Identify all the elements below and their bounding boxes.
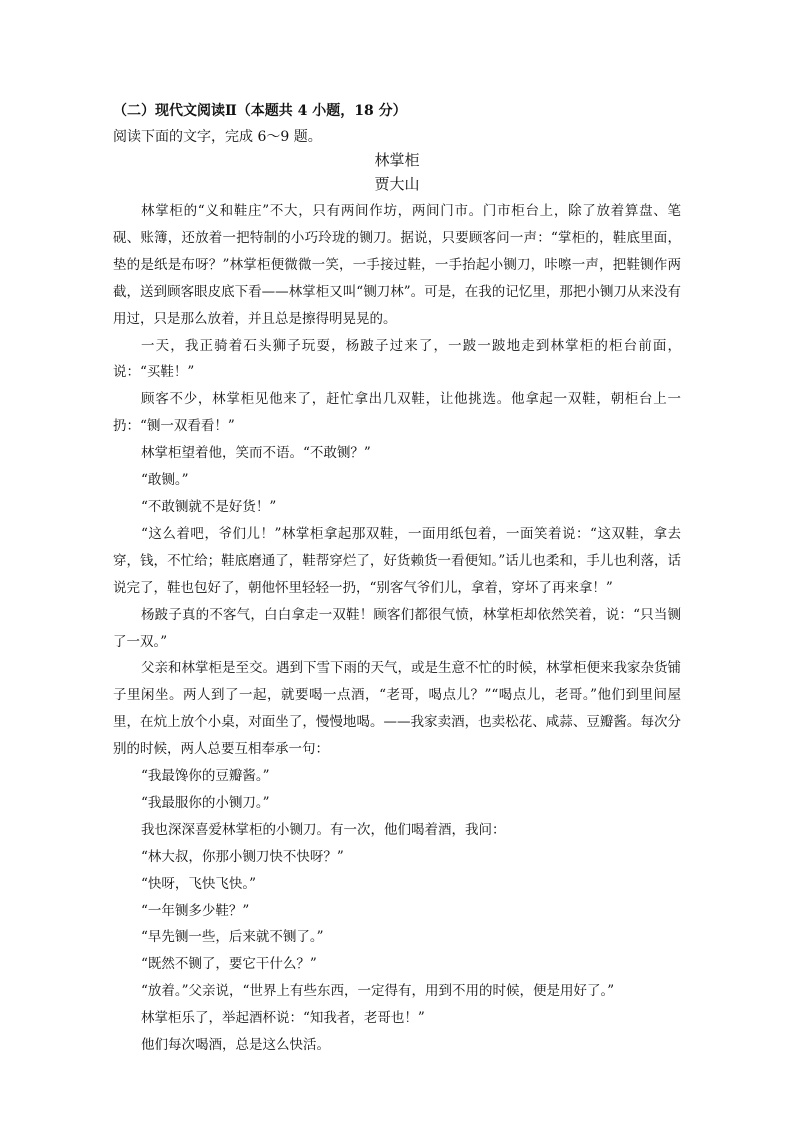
paragraph: 父亲和林掌柜是至交。遇到下雪下雨的天气，或是生意不忙的时候，林掌柜便来我家杂货铺子里闲坐。两人到了一起，就要喝一点酒，“老哥，喝点儿？”“喝点儿，老哥。”他们到里间屋里，在炕上放个小桌，对面坐了，慢慢地喝。——我家卖酒，也卖松花、咸蒜、豆瓣酱。每次分别的时候，两人总要互相奉承一句： — [113, 660, 681, 758]
paragraph: 一天，我正骑着石头狮子玩耍，杨跛子过来了，一跛一跛地走到林掌柜的柜台前面，说：“买鞋！” — [113, 337, 681, 381]
paragraph: “早先铡一些，后来就不铡了。” — [141, 929, 324, 946]
paragraph: “林大叔，你那小铡刀快不快呀？” — [141, 848, 344, 865]
paragraph: “敢铡。” — [141, 472, 189, 489]
paragraph: “我最服你的小铡刀。” — [141, 794, 270, 811]
paragraph: 我也深深喜爱林掌柜的小铡刀。有一次，他们喝着酒，我问： — [141, 821, 506, 838]
paragraph: 顾客不少，林掌柜见他来了，赶忙拿出几双鞋，让他挑选。他拿起一双鞋，朝柜台上一扔：“铡一双看看！” — [113, 391, 681, 435]
paragraph: “一年铡多少鞋？” — [141, 902, 250, 919]
paragraph: “这么着吧，爷们儿！”林掌柜拿起那双鞋，一面用纸包着，一面笑着说：“这双鞋，拿去穿，钱，不忙给；鞋底磨通了，鞋帮穿烂了，好货赖货一看便知。”话儿也柔和，手儿也利落，话说完了，鞋也包好了，朝他怀里轻轻一扔，“别客气爷们儿，拿着，穿坏了再来拿！” — [113, 525, 681, 596]
paragraph: “既然不铡了，要它干什么？” — [141, 956, 317, 973]
paragraph: 林掌柜的“义和鞋庄”不大，只有两间作坊，两间门市。门市柜台上，除了放着算盘、笔砚、账簿，还放着一把特制的小巧玲珑的铡刀。据说，只要顾客问一声：“掌柜的，鞋底里面，垫的是纸是布呀？”林掌柜便微微一笑，一手接过鞋，一手抬起小铡刀，咔嚓一声，把鞋铡作两截，送到顾客眼皮底下看——林掌柜又叫“铡刀林”。可是，在我的记忆里，那把小铡刀从来没有用过，只是那么放着，并且总是擦得明晃晃的。 — [113, 203, 681, 327]
paragraph: “放着。”父亲说，“世界上有些东西，一定得有，用到不用的时候，便是用好了。” — [141, 983, 615, 1000]
article-author: 贾大山 — [374, 175, 420, 193]
instruction-text: 阅读下面的文字，完成 6～9 题。 — [113, 129, 322, 145]
paragraph: “不敢铡就不是好货！” — [141, 498, 277, 515]
paragraph: “快呀，飞快飞快。” — [141, 875, 257, 892]
paragraph: 他们每次喝酒，总是这么快活。 — [141, 1037, 330, 1054]
article-title: 林掌柜 — [374, 151, 420, 169]
paragraph: “我最馋你的豆瓣酱。” — [141, 768, 270, 785]
section-heading: （二）现代文阅读Ⅱ（本题共 4 小题，18 分） — [113, 103, 407, 119]
paragraph: 杨跛子真的不客气，白白拿走一双鞋！顾客们都很气愤，林掌柜却依然笑着，说：“只当铡了一双。” — [113, 606, 681, 650]
paragraph: 林掌柜乐了，举起酒杯说：“知我者，老哥也！” — [141, 1010, 425, 1027]
article-body — [113, 198, 681, 1059]
paragraph: 林掌柜望着他，笑而不语。“不敢铡？” — [141, 445, 371, 462]
